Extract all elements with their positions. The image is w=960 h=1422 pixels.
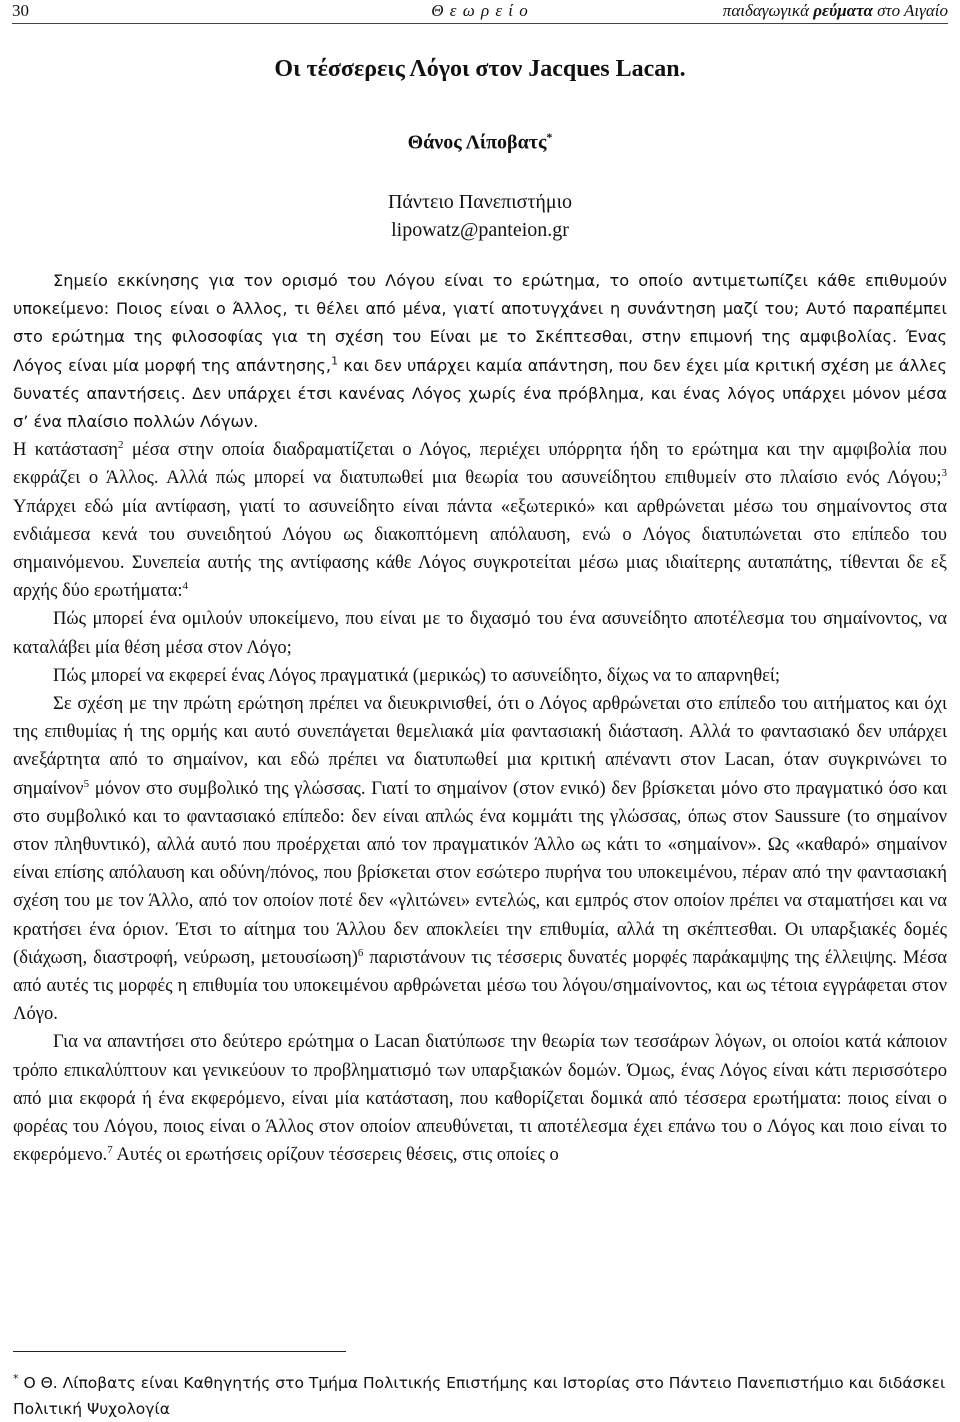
paragraph: Σημείο εκκίνησης για τον ορισμό του Λόγου είναι το ερώτημα, το οποίο αντιμετωπίζει κάθε επιθυμούν υποκείμενο: Ποιος είναι ο Άλλος, τι θέλει από μένα, γιατί αποτυγχάνει η συνάντηση μαζί του; Αυτό παραπέμπει στο ερώτημα της φιλοσοφίας για τη σχέση του Είναι με το Σκέπτεσθαι, στην επιμονή της αμφιβολίας. Ένας Λόγος είναι μία μορφή της απάντησης,$^1$ και δεν υπάρχει καμία απάντηση, που δεν έχει μία κριτική σχέση με άλλες δυνατές απαντήσεις. Δεν υπάρχει έτσι κανένας Λόγος χωρίς ένα πρόβλημα, και ένας λόγος υπάρχει μόνον μέσα σ’ ένα πλαίσιο πολλών Λόγων. xyxy=(13,271,947,432)
footnote-mark: * xyxy=(13,1372,19,1385)
author-email: lipowatz@panteion.gr xyxy=(391,219,569,241)
author-line xyxy=(0,130,960,155)
journal-subtitle: παιδαγωγικά ρεύματα στο Αιγαίο xyxy=(722,1,948,20)
affiliation xyxy=(0,188,960,244)
footnote xyxy=(13,1366,947,1422)
page-number: 30 xyxy=(12,1,29,20)
article-body xyxy=(13,267,947,1170)
journal-name: Θ ε ω ρ ε ί ο xyxy=(431,1,529,20)
paragraph: Για να απαντήσει στο δεύτερο ερώτημα ο Lacan διατύπωσε την θεωρία των τεσσάρων λόγων, οι οποίοι κατά κάποιον τρόπο επικαλύπτουν και γενικεύουν το προβληματισμό των υπαρξιακών δομών. Όμως, ένας Λόγος είναι κάτι περισσότερο από μια εκφορά ή ένα εκφερόμενο, είναι μία κατάσταση, που καθορίζεται δομικά από τέσσερα ερωτήματα: ποιος είναι ο φορέας του Λόγου, ποιος είναι ο Άλλος στον οποίον απευθύνεται, τι αποτέλεσμα έχει επάνω του ο Λόγος και ποιο είναι το εκφερόμενο.$^7$ Αυτές οι ερωτήσεις ορίζουν τέσσερεις θέσεις, στις οποίες ο xyxy=(13,1031,947,1166)
paragraph: Πώς μπορεί να εκφερεί ένας Λόγος πραγματικά (μερικώς) το ασυνείδητο, δίχως να το απαρνηθεί; xyxy=(53,664,781,686)
paragraph: Σε σχέση με την πρώτη ερώτηση πρέπει να διευκρινισθεί, ότι ο Λόγος αρθρώνεται στο επίπεδο του αιτήματος και όχι της επιθυμίας ή της ορμής και αυτό συνεπάγεται θεμελιακά μία φαντασιακή διάσταση. Αλλά το φαντασιακό δεν υπάρχει ανεξάρτητα από το σημαίνον, και εδώ πρέπει να διατυπωθεί μια κριτική απέναντι στον Lacan, όταν συγκρινώνει το σημαίνον$^5$ μόνον στο συμβολικό της γλώσσας. Γιατί το σημαίνον (στον ενικό) δεν βρίσκεται μόνο στο πραγματικό όσο και στο συμβολικό και το φαντασιακό επίπεδο: δεν είναι απλώς ένα κομμάτι της γλώσσας, όπως στον Saussure (το σημαίνον στον πληθυντικό), αλλά αυτό που προέρχεται από τον πραγματικόν Άλλο ως κάτι το «σημαίνον». Ως «καθαρό» σημαίνον είναι επίσης απόλαυση και οδύνη/πόνος, που βρίσκεται στον εσώτερο πυρήνα του υποκειμένου, πέραν από την φαντασιακή σχέση του με τον Άλλο, από τον οποίον ποτέ δεν «γλιτώνει» εντελώς, και εμπρός στον οποίον πρέπει να σταματήσει και να κρατήσει ένα όριον. Έτσι το αίτημα του Άλλου δεν αποκλείει την επιθυμία, αλλά τη σκέπτεσθαι. Οι υπαρξιακές δομές (διάχωση, διαστροφή, νεύρωση, μετουσίωση)$^6$ παριστάνουν τις τέσσερις δυνατές μορφές παράκαμψης της έλλειψης. Μέσα από αυτές τις μορφές η επιθυμία του υποκειμένου αρθρώνεται μέσω του λόγου/σημαίνοντος, και ως τέτοια εγγράφεται στον Λόγο. xyxy=(13,693,947,1025)
running-header xyxy=(12,0,948,24)
footnote-rule xyxy=(13,1351,346,1352)
footnote-text: Ο Θ. Λίποβατς είναι Καθηγητής στο Τμήμα Πολιτικής Επιστήμης και Ιστορίας στο Πάντειο Πανεπιστήμιο και διδάσκει Πολιτική Ψυχολογία xyxy=(13,1374,946,1419)
article-title: Οι τέσσερεις Λόγοι στον Jacques Lacan. xyxy=(274,56,686,82)
author-footnote-mark: * xyxy=(546,130,553,144)
author-name: Θάνος Λίποβατς xyxy=(407,131,547,154)
paragraph: Πώς μπορεί ένα ομιλούν υποκείμενο, που είναι με το διχασμό του ένα ασυνείδητο αποτέλεσμα του σημαίνοντος, να καταλάβει μία θέση μέσα στον Λόγο; xyxy=(13,608,947,658)
header-rule xyxy=(12,23,948,24)
institution: Πάντειο Πανεπιστήμιο xyxy=(387,191,572,213)
paragraph: Η κατάσταση$^2$ μέσα στην οποία διαδραματίζεται ο Λόγος, περιέχει υπόρρητα ήδη το ερώτημα και την αμφιβολία που εκφράζει ο Άλλος. Αλλά πώς μπορεί να διατυπωθεί μια θεωρία του ασυνείδητου επιθυμείν στο πλαίσιο ενός Λόγου;$^3$ Υπάρχει εδώ μία αντίφαση, γιατί το ασυνείδητο είναι πάντα «εξωτερικό» και αρθρώνεται μέσω του σημαίνοντος στα ενδιάμεσα κενά του συνειδητού Λόγου ως διακοπτόμενη απόλαυση, ενώ ο Λόγος διατυπώνεται στο επίπεδο του σημαινόμενου. Συνεπεία αυτής της αντίφασης κάθε Λόγος συγκροτείται μέσω μιας ιδιαίτερης αυταπάτης, τίθενται δε εξ αρχής δύο ερωτήματα:$^4$ xyxy=(13,439,947,602)
